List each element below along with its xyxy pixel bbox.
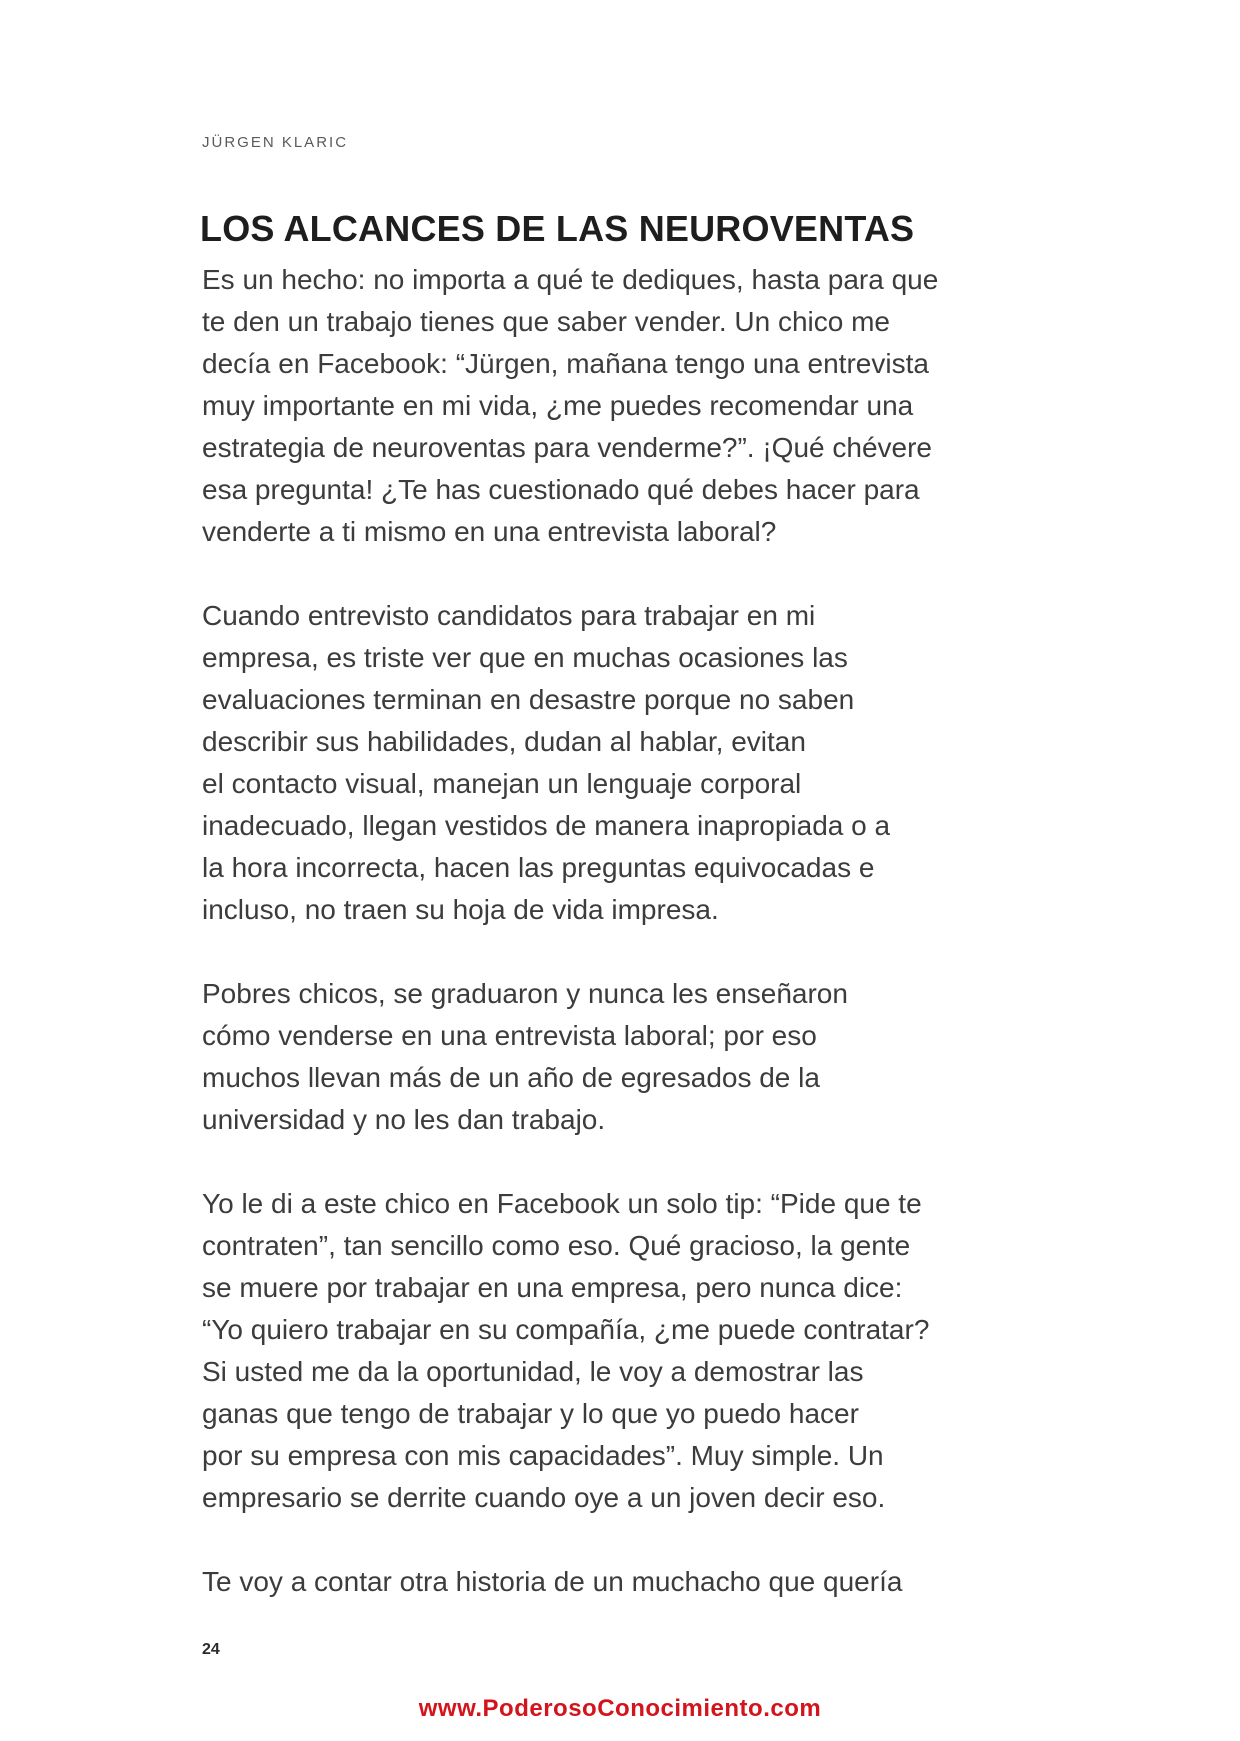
text-line: Cuando entrevisto candidatos para trabajar en mi	[202, 600, 816, 631]
text-line: describir sus habilidades, dudan al hablar, evitan	[202, 726, 806, 757]
watermark-link[interactable]: www.PoderosoConocimiento.com	[418, 1695, 822, 1722]
chapter-title: LOS ALCANCES DE LAS NEUROVENTAS	[200, 208, 915, 249]
text-line: se muere por trabajar en una empresa, pero nunca dice:	[202, 1272, 903, 1303]
text-line: te den un trabajo tienes que saber vender. Un chico me	[202, 306, 890, 337]
text-line: ganas que tengo de trabajar y lo que yo puedo hacer	[202, 1398, 859, 1429]
text-line: muchos llevan más de un año de egresados de la	[202, 1062, 820, 1093]
text-line: Si usted me da la oportunidad, le voy a demostrar las	[202, 1356, 864, 1387]
text-line: la hora incorrecta, hacen las preguntas equivocadas e	[202, 852, 875, 883]
text-line: cómo venderse en una entrevista laboral; por eso	[202, 1020, 817, 1051]
paragraph	[202, 595, 1062, 931]
text-line: estrategia de neuroventas para venderme?”. ¡Qué chévere	[202, 432, 932, 463]
text-line: Yo le di a este chico en Facebook un solo tip: “Pide que te	[202, 1188, 922, 1219]
text-line: empresario se derrite cuando oye a un joven decir eso.	[202, 1482, 886, 1513]
text-line: incluso, no traen su hoja de vida impresa.	[202, 894, 719, 925]
paragraph	[202, 259, 1062, 553]
text-line: esa pregunta! ¿Te has cuestionado qué debes hacer para	[202, 474, 920, 505]
text-line: “Yo quiero trabajar en su compañía, ¿me puede contratar?	[202, 1314, 930, 1345]
text-line: inadecuado, llegan vestidos de manera inapropiada o a	[202, 810, 891, 841]
paragraph	[202, 973, 1062, 1141]
paragraph	[202, 1183, 1062, 1519]
text-line: el contacto visual, manejan un lenguaje corporal	[202, 768, 802, 799]
text-line: empresa, es triste ver que en muchas ocasiones las	[202, 642, 848, 673]
text-line: Pobres chicos, se graduaron y nunca les enseñaron	[202, 978, 848, 1009]
text-line: Es un hecho: no importa a qué te dediques, hasta para que	[202, 264, 939, 295]
text-line: evaluaciones terminan en desastre porque no saben	[202, 684, 855, 715]
body-text	[202, 259, 1062, 1645]
text-line: por su empresa con mis capacidades”. Muy simple. Un	[202, 1440, 884, 1471]
text-line: venderte a ti mismo en una entrevista laboral?	[202, 516, 777, 547]
text-line: universidad y no les dan trabajo.	[202, 1104, 606, 1135]
page-number: 24	[202, 1641, 220, 1658]
text-line: decía en Facebook: “Jürgen, mañana tengo una entrevista	[202, 348, 929, 379]
text-line: muy importante en mi vida, ¿me puedes recomendar una	[202, 390, 914, 421]
text-line: contraten”, tan sencillo como eso. Qué gracioso, la gente	[202, 1230, 911, 1261]
text-line: Te voy a contar otra historia de un muchacho que quería	[202, 1566, 903, 1597]
running-header: JÜRGEN KLARIC	[202, 134, 349, 151]
paragraph	[202, 1561, 1062, 1603]
